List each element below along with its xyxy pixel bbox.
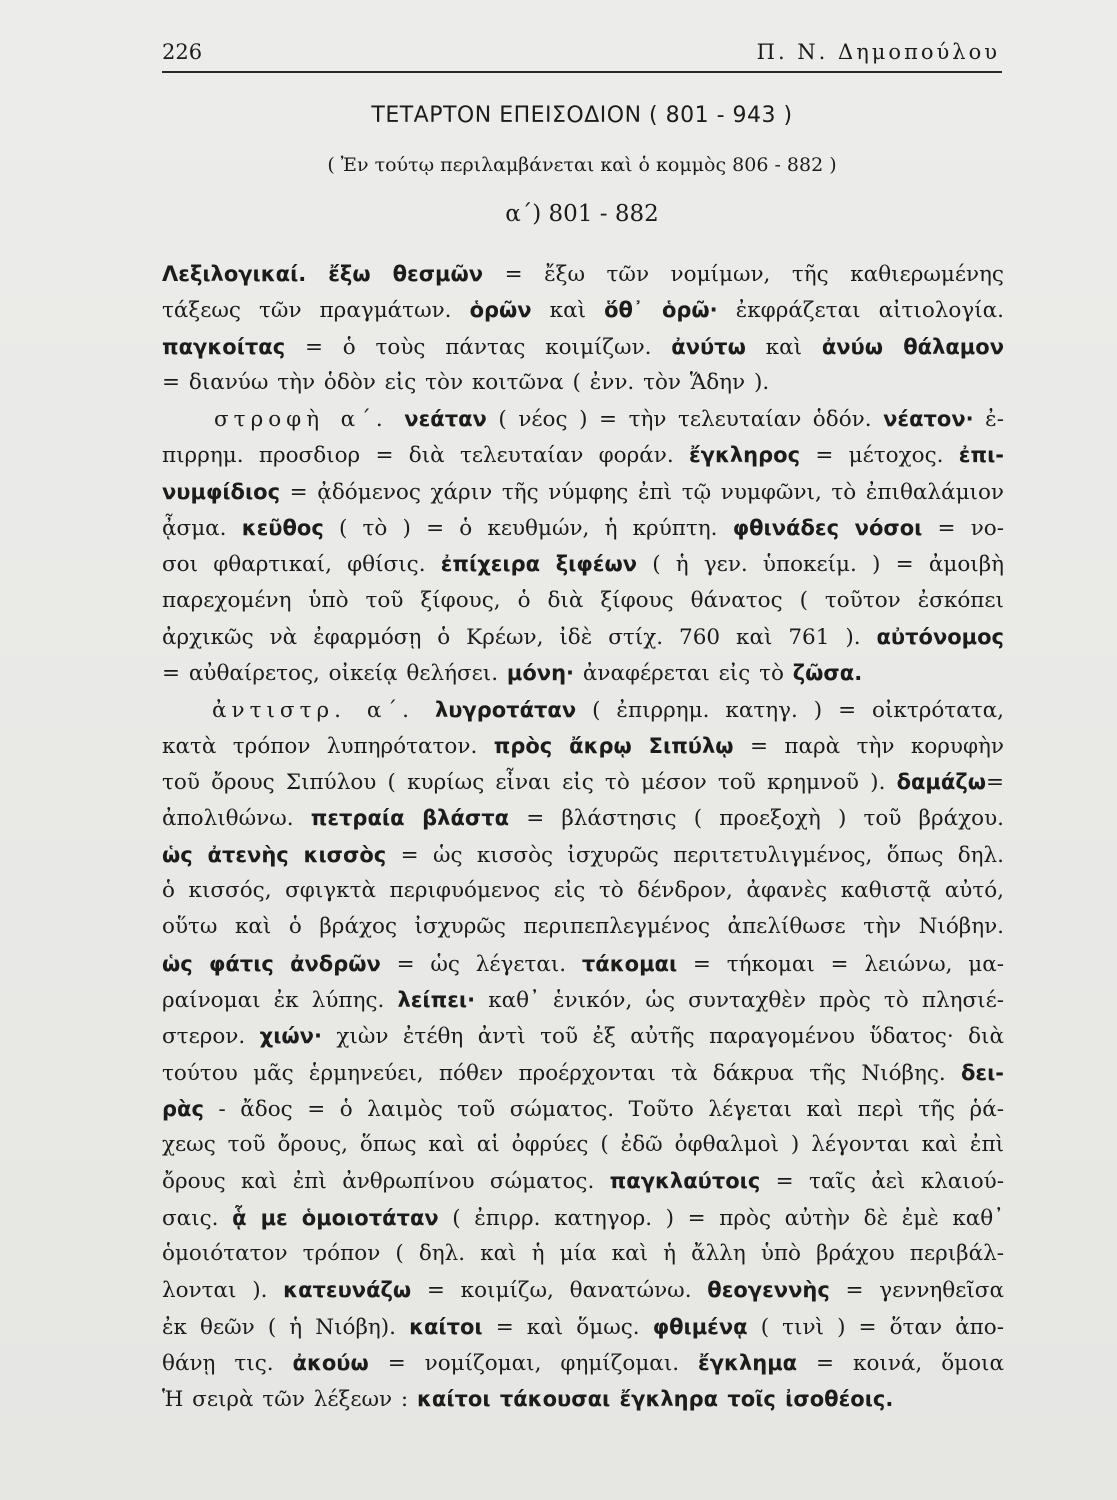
text-line <box>162 982 1004 1018</box>
strophe-label: στροφὴ α΄. <box>214 407 405 433</box>
gloss-text: ἀπολιθώνω. <box>162 806 311 832</box>
text-line <box>162 1091 1004 1127</box>
lemma-term: νεάταν <box>404 407 487 432</box>
gloss-text: = διανύω τὴν ὁδὸν εἰς τὸν κοιτῶνα ( ἐνν. τὸν Ἅδην ). <box>162 369 770 395</box>
gloss-text: = κοιμίζω, θανατώνω. <box>411 1278 708 1304</box>
gloss-text: = ὡς λέγεται. <box>380 951 582 977</box>
gloss-text: ( ἡ γεν. ὑποκείμ. ) = ἀμοιβὴ <box>637 552 1004 578</box>
gloss-text: = ἔξω τῶν νομίμων, τῆς καθιερωμένης <box>483 262 1004 287</box>
lemma-term: φθιμένᾳ <box>652 1314 748 1339</box>
gloss-text: ἐκ θεῶν ( ἡ Νιόβη). <box>162 1314 410 1340</box>
gloss-text: = νο- <box>922 516 1004 542</box>
text-line <box>162 329 1004 365</box>
text-line <box>162 692 1004 728</box>
gloss-text: = ὁ τοὺς πάντας κοιμίζων. <box>285 334 672 360</box>
lemma-term: λυγροτάταν <box>434 697 577 722</box>
lemma-term: δει- <box>960 1060 1004 1085</box>
gloss-text: = νομίζομαι, φημίζομαι. <box>368 1350 699 1376</box>
gloss-text: = <box>985 770 1004 796</box>
lemma-term: ὅθ᾿ ὁρῶ· <box>604 298 718 323</box>
gloss-text: θάνῃ τις. <box>162 1350 293 1376</box>
text-line <box>162 401 1004 437</box>
lemma-term: κατευνάζω <box>283 1278 412 1303</box>
lemma-term: πετραία βλάστα <box>310 806 510 831</box>
gloss-text: στερον. <box>162 1024 260 1050</box>
commentary-text <box>162 256 1004 1418</box>
text-line <box>162 474 1004 510</box>
text-line <box>162 546 1004 582</box>
lemma-term: μόνη· <box>506 661 575 686</box>
gloss-text: χεως τοῦ ὄρους, ὅπως καὶ αἱ ὀφρύες ( ἐδῶ ὀφθαλμοὶ ) λέγονται καὶ ἐπὶ <box>162 1132 1004 1158</box>
running-header <box>162 34 1004 70</box>
gloss-text: = τήκομαι = λειώνω, μα- <box>677 951 1004 977</box>
lemma-term: λείπει· <box>397 987 476 1012</box>
gloss-text: = καὶ ὅμως. <box>482 1314 653 1340</box>
gloss-text: παρεχομένη ὑπὸ τοῦ ξίφους, ὁ διὰ ξίφους θάνατος ( τοῦτον ἐσκόπει <box>162 587 1004 613</box>
text-line <box>162 365 1004 401</box>
gloss-text: ( ἐπιρρημ. κατηγ. ) = οἰκτρότατα, <box>576 697 1004 723</box>
section-subtitle: ( Ἐν τούτῳ περιλαμβάνεται καὶ ὁ κομμὸς 806 - 882 ) <box>327 154 837 176</box>
lemma-term: δαμάζω <box>896 770 986 795</box>
lemma-term: νέατον· <box>883 407 974 432</box>
text-line <box>162 1381 1004 1417</box>
gloss-text: ( τινὶ ) = ὅταν ἀπο- <box>747 1314 1004 1340</box>
lemma-term: ἀνύτω <box>671 334 746 359</box>
gloss-text: ἀναφέρεται εἰς τὸ <box>574 661 793 687</box>
gloss-text: Ἡ σειρὰ τῶν λέξεων : <box>162 1387 417 1413</box>
text-line <box>162 1200 1004 1236</box>
gloss-text: ( τὸ ) = ὁ κευθμών, ἡ κρύπτη. <box>323 516 733 542</box>
text-line <box>162 1236 1004 1272</box>
lemma-term: ᾇ με ὁμοιοτάταν <box>232 1205 439 1230</box>
text-line <box>162 946 1004 982</box>
lemma-term: φθινάδες νόσοι <box>732 516 923 541</box>
gloss-text: ἐ- <box>973 407 1004 433</box>
header-rule <box>162 71 1002 73</box>
lemma-term: ὁρῶν <box>469 298 532 323</box>
text-line <box>162 1018 1004 1054</box>
gloss-text: = κοινά, ὅμοια <box>797 1350 1004 1376</box>
text-line <box>162 837 1004 873</box>
gloss-text: = γεννηθεῖσα <box>829 1278 1004 1304</box>
gloss-text: = παρὰ τὴν κορυφὴν <box>733 733 1004 759</box>
lemma-term: πρὸς ἄκρῳ Σιπύλῳ <box>493 733 734 758</box>
gloss-text: σοι φθαρτικαί, φθίσις. <box>162 552 441 578</box>
gloss-text: = ὡς κισσὸς ἰσχυρῶς περιτετυλιγμένος, ὅπως δηλ. <box>386 842 1004 868</box>
text-line <box>162 1272 1004 1308</box>
gloss-text: τάξεως τῶν πραγμάτων. <box>162 298 470 324</box>
gloss-text: καὶ <box>531 298 605 324</box>
gloss-text: κατὰ τρόπον λυπηρότατον. <box>162 733 494 759</box>
lemma-term: παγκοίτας <box>162 334 286 359</box>
gloss-text: ( νέος ) = τὴν τελευταίαν ὁδόν. <box>486 407 884 433</box>
lemma-term: ἔγκληρος <box>688 443 801 468</box>
gloss-text: καὶ <box>745 334 822 360</box>
gloss-text: σαις. <box>162 1205 233 1231</box>
section-title: ΤΕΤΑΡΤΟΝ ΕΠΕΙΣΟΔΙΟΝ ( 801 - 943 ) <box>371 103 793 128</box>
lemma-term: τάκομαι <box>581 951 678 976</box>
lemma-term: νυμφίδιος <box>162 479 281 504</box>
gloss-text: = ταῖς ἀεὶ κλαιού- <box>760 1169 1004 1195</box>
lemma-term: ζῶσα. <box>792 661 863 686</box>
gloss-text: πιρρημ. προσδιορ = διὰ τελευταίαν φοράν. <box>162 443 689 469</box>
gloss-text: = αὐθαίρετος, οἰκείᾳ θελήσει. <box>162 661 507 687</box>
gloss-text: τούτου μᾶς ἑρμηνεύει, πόθεν προέρχονται τὰ δάκρυα τῆς Νιόβης. <box>162 1060 961 1086</box>
gloss-text: = βλάστησις ( προεξοχὴ ) τοῦ βράχου. <box>509 806 1004 832</box>
text-line <box>162 1309 1004 1345</box>
lemma-term: κεῦθος <box>241 516 324 541</box>
gloss-text: = ᾀδόμενος χάριν τῆς νύμφης ἐπὶ τῷ νυμφῶνι, τὸ ἐπιθαλάμιον <box>280 479 1004 505</box>
text-line <box>162 1055 1004 1091</box>
text-line <box>162 619 1004 655</box>
part-heading: α΄) 801 - 882 <box>505 201 659 227</box>
gloss-text: καθ᾿ ἑνικόν, ὡς συνταχθὲν πρὸς τὸ πλησιέ- <box>475 987 1004 1013</box>
lemma-term: θεογεννὴς <box>707 1278 830 1303</box>
lemma-term: ἀκούω <box>292 1350 369 1375</box>
gloss-text: ραίνομαι ἐκ λύπης. <box>162 987 398 1013</box>
lemma-term: ὡς ἀτενὴς κισσὸς <box>162 842 387 867</box>
lemma-term: ἔγκλημα <box>698 1350 798 1375</box>
gloss-text: ( ἐπιρρ. κατηγορ. ) = πρὸς αὐτὴν δὲ ἐμὲ καθ᾿ <box>438 1205 1004 1231</box>
lemma-term: Λεξιλογικαί. ἔξω θεσμῶν <box>162 262 484 286</box>
lemma-term: ἀνύω θάλαμον <box>821 334 1004 359</box>
text-line <box>162 1345 1004 1381</box>
gloss-text: λονται ). <box>162 1278 284 1304</box>
lemma-term: ὡς φάτις ἀνδρῶν <box>162 951 381 976</box>
text-line <box>162 655 1004 691</box>
page-number: 226 <box>162 40 203 64</box>
text-line <box>162 292 1004 328</box>
text-line <box>162 510 1004 546</box>
text-line <box>162 909 1004 945</box>
gloss-text: ᾆσμα. <box>162 516 242 542</box>
gloss-text: τοῦ ὄρους Σιπύλου ( κυρίως εἶναι εἰς τὸ μέσον τοῦ κρημνοῦ ). <box>162 770 897 796</box>
gloss-text: οὕτω καὶ ὁ βράχος ἰσχυρῶς περιπεπλεγμένος ἀπελίθωσε τὴν Νιόβην. <box>162 914 1004 940</box>
gloss-text: ὁ κισσός, σφιγκτὰ περιφυόμενος εἰς τὸ δένδρον, ἀφανὲς καθιστᾷ αὐτό, <box>162 878 1004 904</box>
gloss-text: = μέτοχος. <box>800 443 959 469</box>
text-line <box>162 1163 1004 1199</box>
lemma-term: ἐπίχειρα ξιφέων <box>440 552 638 577</box>
gloss-text: ἐκφράζεται αἰτιολογία. <box>717 298 1004 324</box>
lemma-term: χιών· <box>259 1024 322 1049</box>
gloss-text: ἀρχικῶς νὰ ἐφαρμόσῃ ὁ Κρέων, ἰδὲ στίχ. 760 καὶ 761 ). <box>162 624 877 650</box>
text-line <box>162 728 1004 764</box>
text-line <box>162 256 1004 292</box>
gloss-text: ὄρους καὶ ἐπὶ ἀνθρωπίνου σώματος. <box>162 1169 610 1195</box>
text-line <box>162 437 1004 473</box>
text-line <box>162 1127 1004 1163</box>
text-line <box>162 583 1004 619</box>
text-line <box>162 800 1004 836</box>
running-head-author: Π. Ν. Δημοπούλου <box>756 40 1000 64</box>
lemma-term: ρὰς <box>162 1096 204 1121</box>
text-line <box>162 764 1004 800</box>
lemma-term: παγκλαύτοις <box>609 1169 761 1194</box>
lemma-term: καίτοι τάκουσαι ἔγκληρα τοῖς ἰσοθέοις. <box>417 1387 894 1412</box>
gloss-text: - ἄδος = ὁ λαιμὸς τοῦ σώματος. Τοῦτο λέγεται καὶ περὶ τῆς ῥά- <box>203 1096 1004 1122</box>
lemma-term: αὐτόνομος <box>876 624 1004 649</box>
lemma-term: καίτοι <box>409 1314 483 1339</box>
gloss-text: ὁμοιότατον τρόπον ( δηλ. καὶ ἡ μία καὶ ἡ ἄλλη ὑπὸ βράχου περιβάλ- <box>162 1241 1004 1267</box>
gloss-text: χιὼν ἐτέθη ἀντὶ τοῦ ἐξ αὐτῆς παραγομένου ὕδατος· διὰ <box>321 1024 1004 1050</box>
text-line <box>162 873 1004 909</box>
lemma-term: ἐπι- <box>958 443 1004 468</box>
strophe-label: ἀντιστρ. α΄. <box>212 697 435 723</box>
